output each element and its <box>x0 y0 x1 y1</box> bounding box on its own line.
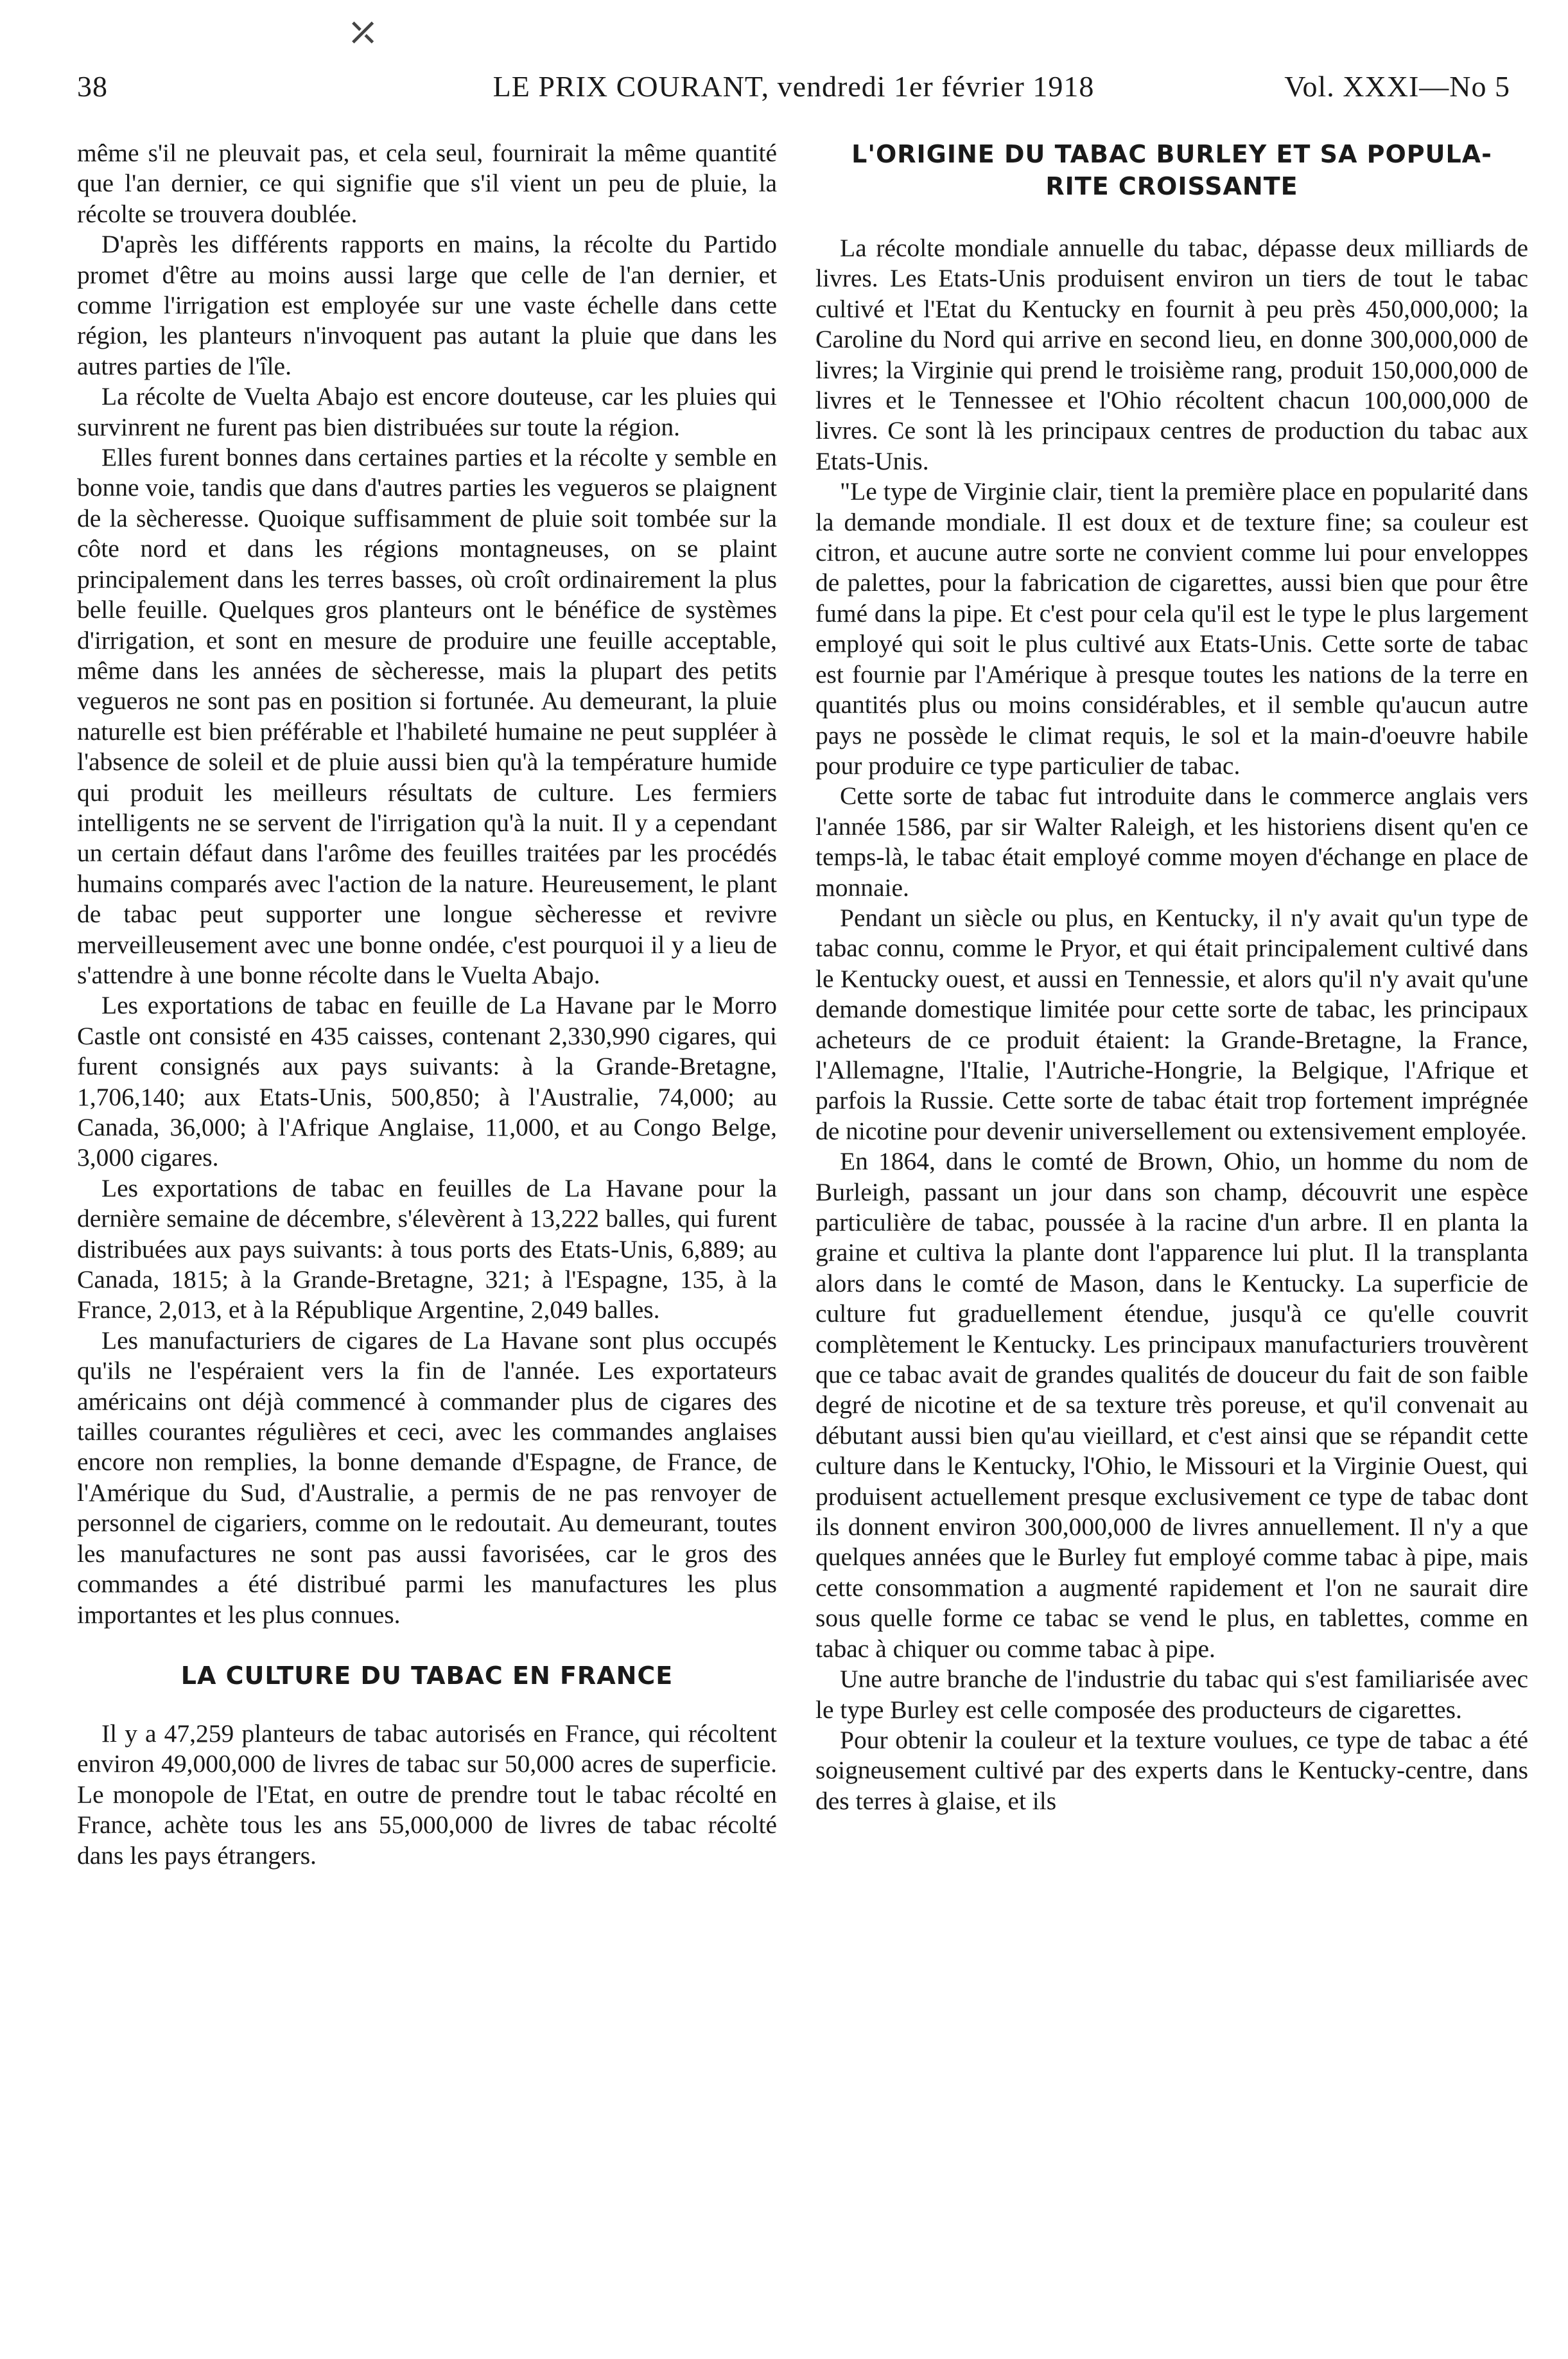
paragraph: Pour obtenir la couleur et la texture voulues, ce type de tabac a été soigneusement cultivé par des experts dans le Kentucky-centre, dans des terres à glaise, et ils <box>815 1725 1528 1815</box>
paragraph: Les exportations de tabac en feuilles de La Havane pour la dernière semaine de décembre, s'élevèrent à 13,222 balles, qui furent distribuées aux pays suivants: à tous ports des Etats-Unis, 6,889; au Canada, 1815; à la Grande-Bretagne, 321; à l'Espagne, 135, à la France, 2,013, et à la République Argentine, 2,049 balles. <box>77 1173 777 1324</box>
paragraph: Les exportations de tabac en feuille de La Havane par le Morro Castle ont consisté en 435 caisses, contenant 2,330,990 cigares, qui furent consignés aux pays suivants: à la Grande-Bretagne, 1,706,140; aux Etats-Unis, 500,850; à l'Australie, 74,000; au Canada, 36,000; à l'Afrique Anglaise, 11,000, et au Congo Belge, 3,000 cigares. <box>77 991 777 1172</box>
paragraph: Pendant un siècle ou plus, en Kentucky, il n'y avait qu'un type de tabac connu, comme le Pryor, et qui était principalement cultivé dans le Kentucky ouest, et aussi en Tennessie, et alors qu'il n'y avait qu'une demande domestique limitée pour cette sorte de tabac, les principaux acheteurs de ce produit étaient: la Grande-Bretagne, la France, l'Allemagne, l'Italie, l'Autriche-Hongrie, la Belgique, l'Afrique et parfois la Russie. Cette sorte de tabac était trop fortement imprégnée de nicotine pour devenir universellement ou extensivement employée. <box>815 903 1528 1145</box>
publication-title: LE PRIX COURANT, vendredi 1er février 1918 <box>492 70 1095 103</box>
page-number: 38 <box>77 70 108 103</box>
article-heading-line2: RITE CROISSANTE <box>1045 172 1298 200</box>
paragraph: Cette sorte de tabac fut introduite dans le commerce anglais vers l'année 1586, par sir Walter Raleigh, et les historiens disent qu'en ce temps-là, le tabac était employé comme moyen d'échange en place de monnaie. <box>815 782 1528 902</box>
paragraph: La récolte mondiale annuelle du tabac, dépasse deux milliards de livres. Les Etats-Unis produisent environ un tiers de tout le tabac cultivé et l'Etat du Kentucky en fournit à peu près 450,000,000; la Caroline du Nord qui arrive en second lieu, en donne 300,000,000 de livres; la Virginie qui prend le troisième rang, produit 150,000,000 de livres et le Tennessee et l'Ohio récoltent chacun 100,000,000 de livres. Ce sont là les principaux centres de production du tabac aux Etats-Unis. <box>815 234 1528 475</box>
volume-number: Vol. XXXI—No 5 <box>1284 70 1510 103</box>
page-header <box>77 69 1510 121</box>
paragraph: D'après les différents rapports en mains, la récolte du Partido promet d'être au moins aussi large que celle de l'an dernier, et comme l'irrigation est employée sur une vaste échelle dans cette région, les planteurs n'invoquent pas autant la pluie que dans les autres parties de l'île. <box>77 230 777 380</box>
paragraph: Une autre branche de l'industrie du tabac qui s'est familiarisée avec le type Burley est celle composée des producteurs de cigarettes. <box>815 1665 1528 1724</box>
section-heading: LA CULTURE DU TABAC EN FRANCE <box>180 1661 674 1690</box>
paragraph: même s'il ne pleuvait pas, et cela seul, fournirait la même quantité que l'an dernier, ce qui signifie que s'il vient un peu de pluie, la récolte se trouvera doublée. <box>77 139 777 228</box>
paragraph: "Le type de Virginie clair, tient la première place en popularité dans la demande mondiale. Il est doux et de texture fine; sa couleur est citron, et aucune autre sorte ne convient comme lui pour enveloppes de palettes, pour la fabrication de cigarettes, aussi bien que pour être fumé dans la pipe. Et c'est pour cela qu'il est le type le plus largement employé qui soit le plus cultivé aux Etats-Unis. Cette sorte de tabac est fournie par l'Amérique à presque toutes les nations de la terre en quantités plus ou moins considérables, et il semble qu'aucun autre pays ne possède le climat requis, le sol et la main-d'oeuvre habile pour produire ce type particulier de tabac. <box>815 477 1528 780</box>
article-heading <box>815 138 1528 202</box>
left-column <box>77 138 777 1871</box>
right-column <box>815 138 1528 1816</box>
article-heading-line1: L'ORIGINE DU TABAC BURLEY ET SA POPULA- <box>851 140 1492 168</box>
paragraph: En 1864, dans le comté de Brown, Ohio, un homme du nom de Burleigh, passant un jour dans son champ, découvrit une espèce particulière de tabac, poussée à la racine d'un arbre. Il en planta la graine et cultiva la plante dont l'apparence lui plut. Il la transplanta alors dans le comté de Mason, dans le Kentucky. La superficie de culture fut graduellement étendue, jusqu'à ce qu'elle couvrit complètement le Kentucky. Les principaux manufacturiers trouvèrent que ce tabac avait de grandes qualités de douceur du fait de son faible degré de nicotine et de sa texture très poreuse, et qu'il convenait au débutant aussi bien qu'au vieillard, et c'est ainsi que se répandit cette culture dans le Kentucky, l'Ohio, le Missouri et la Virginie Ouest, qui produisent actuellement presque exclusivement ce type de tabac dont ils donnent environ 300,000,000 de livres annuellement. Il n'y a que quelques années que le Burley fut employé comme tabac à pipe, mais cette consommation a augmenté rapidement et l'on ne saurait dire sous quelle forme ce tabac se vend le plus, en tablettes, comme en tabac à chiquer ou comme tabac à pipe. <box>815 1147 1528 1663</box>
paragraph: La récolte de Vuelta Abajo est encore douteuse, car les pluies qui survinrent ne furent pas bien distribuées sur toute la région. <box>77 382 777 441</box>
paragraph: Elles furent bonnes dans certaines parties et la récolte y semble en bonne voie, tandis que dans d'autres parties les vegueros se plaignent de la sècheresse. Quoique suffisamment de pluie soit tombée sur la côte nord et dans les régions montagneuses, on se plaint principalement dans les terres basses, où croît ordinairement la plus belle feuille. Quelques gros planteurs ont le bénéfice de systèmes d'irrigation, et sont en mesure de produire une feuille acceptable, même dans les années de sècheresse, mais la plupart des petits vegueros ne sont pas en position si fortunée. Au demeurant, la pluie naturelle est bien préférable et l'habileté humaine ne peut suppléer à l'absence de soleil et de pluie aussi bien qu'à la température humide qui produit les meilleurs résultats de culture. Les fermiers intelligents ne se servent de l'irrigation qu'à la nuit. Il y a cependant un certain défaut dans l'arôme des feuilles traitées par les procédés humains comparés avec l'action de la nature. Heureusement, le plant de tabac peut supporter une longue sècheresse et revivre merveilleusement avec une bonne ondée, c'est pourquoi il y a lieu de s'attendre à une bonne récolte dans le Vuelta Abajo. <box>77 443 777 989</box>
paragraph: Les manufacturiers de cigares de La Havane sont plus occupés qu'ils ne l'espéraient vers la fin de l'année. Les exportateurs américains ont déjà commencé à commander plus de cigares des tailles courantes régulières et ceci, avec les commandes anglaises encore non remplies, la bonne demande d'Espagne, de France, de l'Amérique du Sud, d'Australie, a permis de ne pas renvoyer de personnel de cigariers, comme on le redoutait. Au demeurant, toutes les manufactures ne sont pas aussi favorisées, car le gros des commandes a été distribué parmi les manufactures les plus importantes et les plus connues. <box>77 1326 777 1629</box>
ink-mark: ⤫ <box>347 11 379 53</box>
paragraph: Il y a 47,259 planteurs de tabac autorisés en France, qui récoltent environ 49,000,000 de livres de tabac sur 50,000 acres de superficie. Le monopole de l'Etat, en outre de prendre tout le tabac récolté en France, achète tous les ans 55,000,000 de livres de tabac récolté dans les pays étrangers. <box>77 1719 777 1870</box>
